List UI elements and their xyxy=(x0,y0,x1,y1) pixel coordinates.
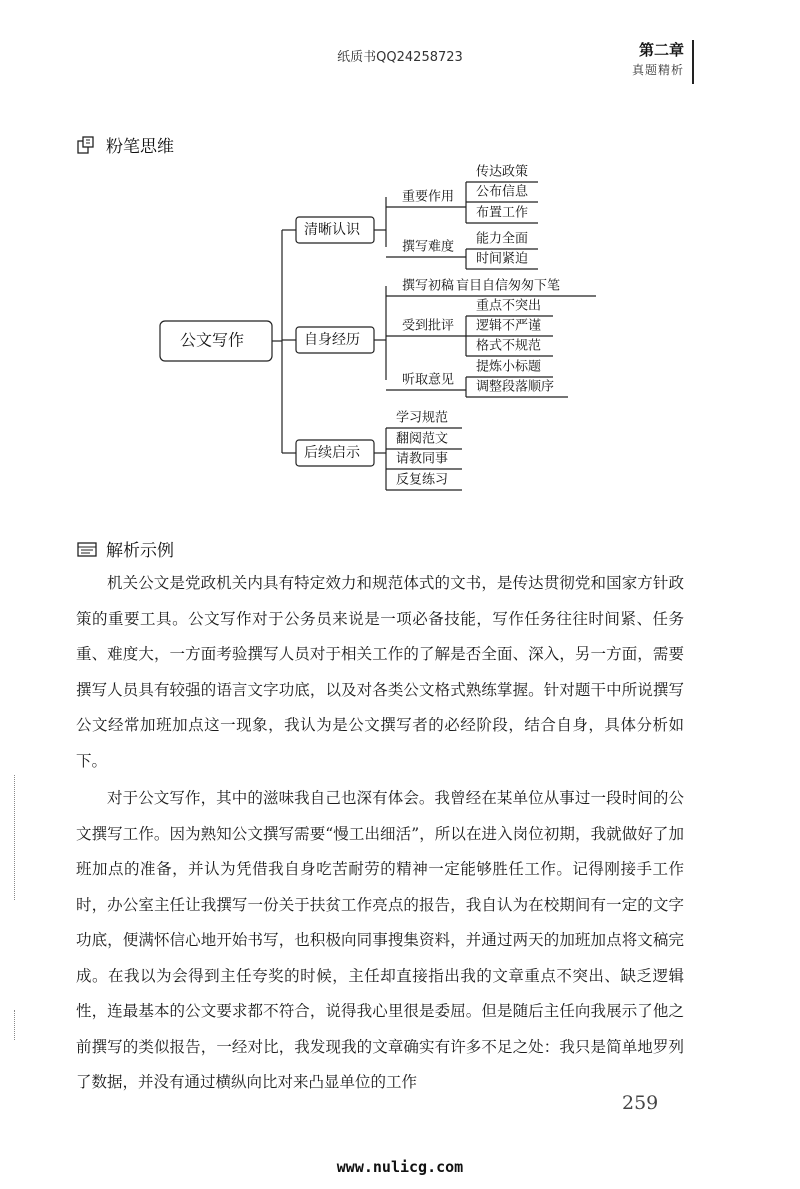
chapter-subtitle: 真题精析 xyxy=(631,63,684,77)
chalk-thinking-icon xyxy=(76,135,98,155)
mind-map-leaf: 格式不规范 xyxy=(476,338,542,354)
analysis-example-icon xyxy=(76,539,98,559)
chapter-heading xyxy=(614,40,694,84)
section-heading-thinking xyxy=(76,132,174,157)
mind-map-leaf: 逻辑不严谨 xyxy=(476,318,542,334)
section-title: 粉笔思维 xyxy=(106,137,174,157)
mind-map-leaf: 布置工作 xyxy=(476,205,529,221)
mind-map-leaf: 反复练习 xyxy=(396,472,449,488)
mind-map-leaf: 请教同事 xyxy=(396,451,449,467)
mind-map-leaf: 时间紧迫 xyxy=(476,251,529,267)
scan-edge-mark xyxy=(14,775,15,900)
mind-map-branch: 自身经历 xyxy=(304,332,360,348)
page-number: 259 xyxy=(622,1092,659,1114)
mind-map-sub-topic: 撰写初稿 xyxy=(402,278,455,294)
mind-map-sub-topic: 听取意见 xyxy=(402,372,455,388)
mind-map-sub-topic: 撰写难度 xyxy=(402,239,455,255)
mind-map-leaf: 提炼小标题 xyxy=(476,359,542,375)
mind-map-leaf: 公布信息 xyxy=(476,184,529,200)
mind-map-branch: 后续启示 xyxy=(304,445,360,461)
section-heading-analysis xyxy=(76,536,174,561)
paragraph-1: 机关公文是党政机关内具有特定效力和规范体式的文书，是传达贯彻党和国家方针政策的重要工具。公文写作对于公务员来说是一项必备技能，写作任务往往时间紧、任务重、难度大，一方面考验撰写人员对于相关工作的了解是否全面、深入，另一方面，需要撰写人员具有较强的语言文字功底，以及对各类公文格式熟练掌握。针对题干中所说撰写公文经常加班加点这一现象，我认为是公文撰写者的必经阶段，结合自身，具体分析如下。 xyxy=(76,574,684,770)
mind-map-leaf: 能力全面 xyxy=(476,231,529,247)
header-watermark-text: 纸质书QQ24258723 xyxy=(337,50,463,65)
mind-map-leaf: 学习规范 xyxy=(396,410,449,426)
mind-map-branch: 清晰认识 xyxy=(304,222,360,238)
section-title: 解析示例 xyxy=(106,541,174,561)
mind-map xyxy=(150,160,610,500)
mind-map-nodes xyxy=(160,164,560,488)
mind-map-leaf: 重点不突出 xyxy=(476,298,542,314)
mind-map-leaf: 盲目自信匆匆下笔 xyxy=(456,278,561,294)
scan-edge-mark xyxy=(14,1010,15,1040)
footer-watermark: www.nulicg.com xyxy=(336,1158,464,1176)
mind-map-leaf: 传达政策 xyxy=(476,164,529,180)
paragraph-2: 对于公文写作，其中的滋味我自己也深有体会。我曾经在某单位从事过一段时间的公文撰写工作。因为熟知公文撰写需要“慢工出细活”，所以在进入岗位初期，我就做好了加班加点的准备，并认为凭借我自身吃苦耐劳的精神一定能够胜任工作。记得刚接手工作时，办公室主任让我撰写一份关于扶贫工作亮点的报告，我自认为在校期间有一定的文字功底，便满怀信心地开始书写，也积极向同事搜集资料，并通过两天的加班加点将文稿完成。在我以为会得到主任夸奖的时候，主任却直接指出我的文章重点不突出、缺乏逻辑性，连最基本的公文要求都不符合，说得我心里很是委屈。但是随后主任向我展示了他之前撰写的类似报告，一经对比，我发现我的文章确实有许多不足之处：我只是简单地罗列了数据，并没有通过横纵向比对来凸显单位的工作 xyxy=(76,789,684,1091)
mind-map-sub-topic: 重要作用 xyxy=(402,189,455,205)
mind-map-sub-topic: 受到批评 xyxy=(402,318,455,334)
mind-map-leaf: 翻阅范文 xyxy=(396,431,449,447)
mind-map-leaf: 调整段落顺序 xyxy=(476,379,555,395)
chapter-title: 第二章 xyxy=(638,41,684,59)
mind-map-root: 公文写作 xyxy=(180,330,245,350)
